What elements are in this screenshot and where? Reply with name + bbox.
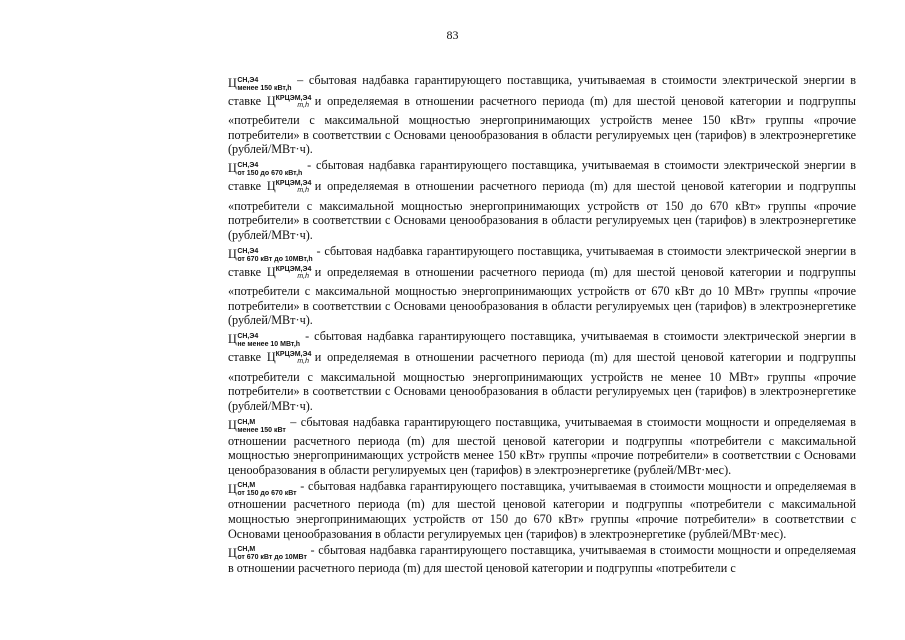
price-symbol: Ц СН,Э4 не менее 10 МВт,h — [228, 332, 301, 349]
symbol-subscript: от 670 кВт до 10МВт — [237, 554, 307, 562]
symbol-superscript: СН,Э4 — [237, 333, 259, 341]
paragraph-text: - сбытовая надбавка гарантирующего поставщика, учитываемая в стоимости мощности и определяемая в отношении расчетного периода (m) для шестой ценовой категории и подгруппы «потребители с максимальной мощностью энергопринимающих устройств от 150 до 670 кВт» группы «прочие потребители» в соответствии с Основами ценообразования в области регулируемых цен (тарифов) в электроэнергетике (рублей/МВт·мес). — [228, 478, 856, 541]
symbol-subscript: от 670 кВт до 10МВт,h — [237, 255, 313, 263]
symbol-superscript: СН,М — [237, 418, 256, 426]
definition-paragraph — [228, 329, 856, 413]
symbol-subscript: менее 150 кВт — [237, 426, 286, 434]
symbol-subscript: менее 150 кВт,h — [237, 84, 292, 92]
inline-superscript: КРЦЭМ,Э4 — [275, 94, 312, 102]
inline-superscript: КРЦЭМ,Э4 — [275, 180, 312, 188]
symbol-superscript: СН,Э4 — [237, 247, 259, 255]
paragraph-text: - сбытовая надбавка гарантирующего поставщика, учитываемая в стоимости электрической энергии в ставке Ц — [228, 329, 856, 365]
symbol-subscript: от 150 до 670 кВт — [237, 490, 297, 498]
symbol-superscript: СН,М — [237, 482, 256, 490]
paragraph-text: – сбытовая надбавка гарантирующего поставщика, учитываемая в стоимости мощности и определяемая в отношении расчетного периода (m) для шестой ценовой категории и подгруппы «потребители с максимальной мощностью энергопринимающих устройств менее 150 кВт» группы «прочие потребители» в соответствии с Основами ценообразования в области регулируемых цен (тарифов) в электроэнергетике (рублей/МВт·мес). — [228, 414, 856, 477]
price-symbol: Ц СН,М от 150 до 670 кВт — [228, 481, 297, 498]
inline-superscript: КРЦЭМ,Э4 — [275, 351, 312, 359]
price-symbol: Ц СН,Э4 от 150 до 670 кВт,h — [228, 161, 303, 178]
symbol-superscript: СН,Э4 — [237, 162, 259, 170]
price-symbol: Ц СН,Э4 от 670 кВт до 10МВт,h — [228, 246, 313, 263]
price-symbol: Ц СН,Э4 менее 150 кВт,h — [228, 76, 292, 92]
symbol-superscript: СН,Э4 — [237, 76, 259, 84]
paragraph-text: - сбытовая надбавка гарантирующего поставщика, учитываемая в стоимости электрической энергии в ставке Ц — [228, 158, 856, 194]
definition-paragraph — [228, 158, 856, 242]
definition-paragraph — [228, 415, 856, 477]
definition-paragraph — [228, 244, 856, 328]
definition-paragraph — [228, 479, 856, 541]
paragraph-text: и определяемая в отношении расчетного периода (m) для шестой ценовой категории и подгруппы «потребители с максимальной мощностью энергопринимающих устройств от 670 кВт до 10 МВт» группы «прочие потребители» в соответствии с Основами ценообразования в области регулируемых цен (тарифов) в электроэнергетике (рублей/МВт·ч). — [228, 264, 856, 328]
inline-subscript: m,h — [297, 358, 310, 366]
symbol-superscript: СН,М — [237, 546, 256, 554]
paragraph-text: и определяемая в отношении расчетного периода (m) для шестой ценовой категории и подгруппы «потребители с максимальной мощностью энергопринимающих устройств от 150 до 670 кВт» группы «прочие потребители» в соответствии с Основами ценообразования в области регулируемых цен (тарифов) в электроэнергетике (рублей/МВт·ч). — [228, 179, 856, 242]
definition-paragraph — [228, 73, 856, 157]
symbol-subscript: не менее 10 МВт,h — [237, 341, 301, 349]
inline-subscript: m,h — [297, 101, 310, 109]
symbol-subscript: от 150 до 670 кВт,h — [237, 170, 303, 178]
document-body — [228, 73, 856, 577]
inline-superscript: КРЦЭМ,Э4 — [275, 265, 312, 273]
inline-subscript: m,h — [297, 272, 310, 280]
price-symbol: Ц СН,М от 670 кВт до 10МВт — [228, 545, 307, 562]
price-symbol: Ц СН,М менее 150 кВт — [228, 417, 286, 434]
paragraph-text: - сбытовая надбавка гарантирующего поставщика, учитываемая в стоимости мощности и определяемая в отношении расчетного периода (m) для шестой ценовой категории и подгруппы «потребители с — [228, 542, 856, 576]
definition-paragraph — [228, 543, 856, 576]
page-number: 83 — [446, 28, 459, 42]
paragraph-text: – сбытовая надбавка гарантирующего поставщика, учитываемая в стоимости электрической энергии в ставке Ц — [228, 73, 856, 108]
paragraph-text: и определяемая в отношении расчетного периода (m) для шестой ценовой категории и подгруппы «потребители с максимальной мощностью энергопринимающих устройств не менее 10 МВт» группы «прочие потребители» в соответствии с Основами ценообразования в области регулируемых цен (тарифов) в электроэнергетике (рублей/МВт·ч). — [228, 350, 856, 413]
inline-subscript: m,h — [297, 187, 310, 195]
paragraph-text: - сбытовая надбавка гарантирующего поставщика, учитываемая в стоимости электрической энергии в ставке Ц — [228, 243, 856, 279]
paragraph-text: и определяемая в отношении расчетного периода (m) для шестой ценовой категории и подгруппы «потребители с максимальной мощностью энергопринимающих устройств менее 150 кВт» группы «прочие потребители» в соответствии с Основами ценообразования в области регулируемых цен (тарифов) в электроэнергетике (рублей/МВт·ч). — [228, 93, 856, 157]
